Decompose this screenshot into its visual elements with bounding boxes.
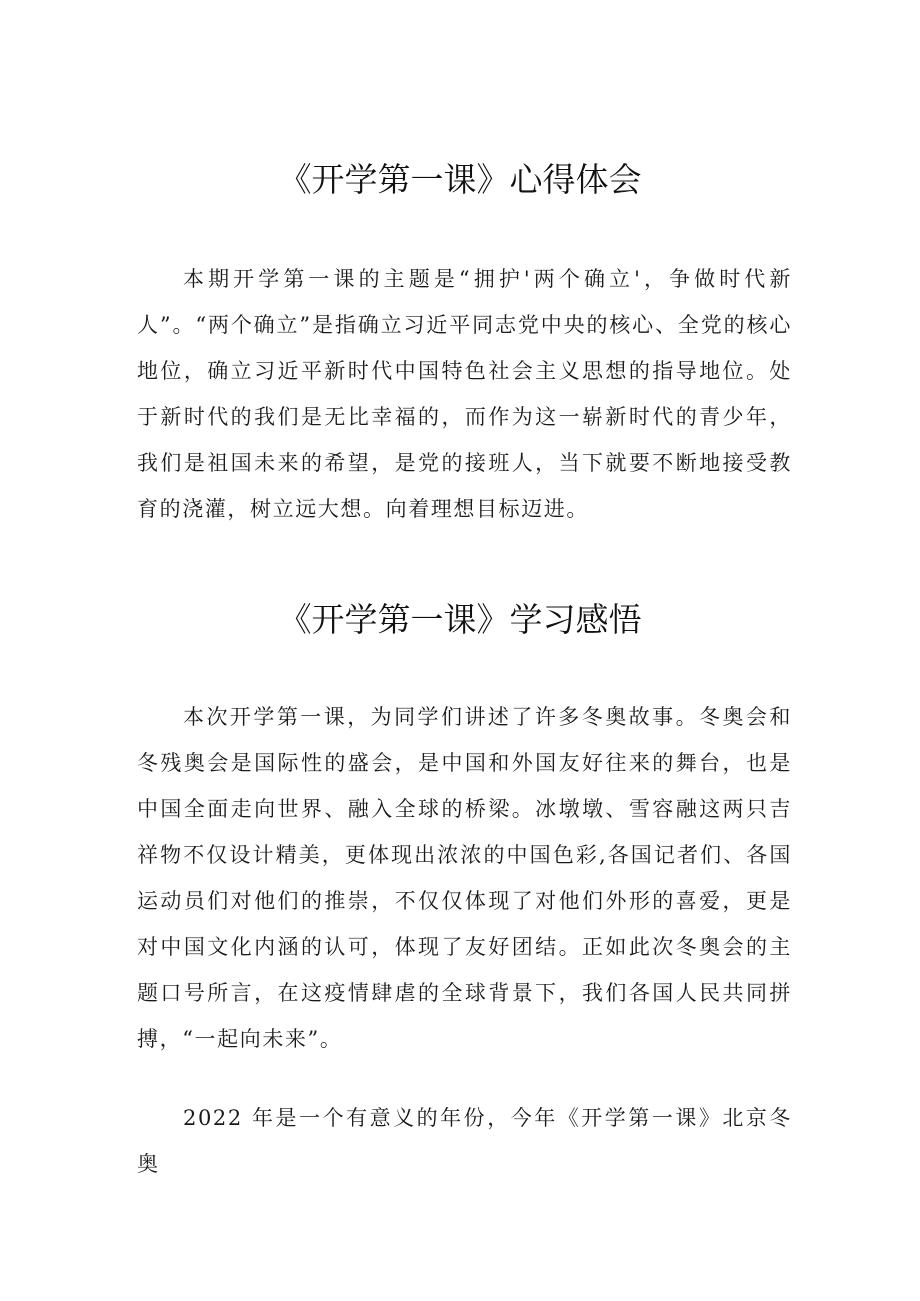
paragraph-2022: 2022 年是一个有意义的年份，今年《开学第一课》北京冬奥 bbox=[137, 1106, 792, 1176]
paragraph-theme: 本期开学第一课的主题是“拥护'两个确立'，争做时代新人”。“两个确立”是指确立习近平同志党中央的核心、全党的核心地位，确立习近平新时代中国特色社会主义思想的指导地位。处于新时代的我们是无比幸福的，而作为这一崭新时代的青少年，我们是祖国未来的希望，是党的接班人，当下就要不断地接受教育的浇灌，树立远大想。向着理想目标迈进。 bbox=[137, 267, 792, 521]
section-title-reflection: 《开学第一课》心得体会 bbox=[278, 160, 642, 199]
paragraph-olympics: 本次开学第一课，为同学们讲述了许多冬奥故事。冬奥会和冬残奥会是国际性的盛会，是中国和外国友好往来的舞台，也是中国全面走向世界、融入全球的桥梁。冰墩墩、雪容融这两只吉祥物不仅设计精美，更体现出浓浓的中国色彩,各国记者们、各国运动员们对他们的推崇，不仅仅体现了对他们外形的喜爱，更是对中国文化内涵的认可，体现了友好团结。正如此次冬奥会的主题口号所言，在这疫情肆虐的全球背景下，我们各国人民共同拼搏，“一起向未来”。 bbox=[137, 705, 792, 1051]
section-title-learning: 《开学第一课》学习感悟 bbox=[278, 600, 642, 639]
